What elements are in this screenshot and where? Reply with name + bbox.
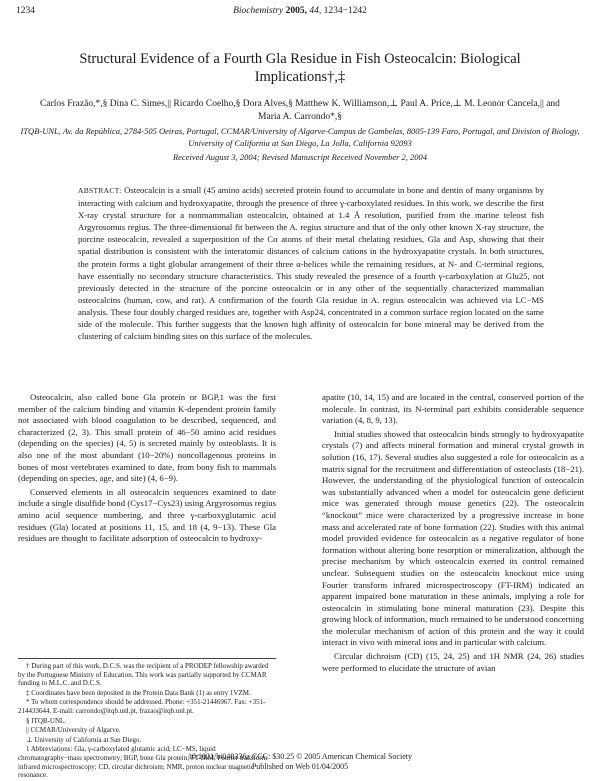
footnote: † During part of this work, D.C.S. was the recipient of a PRODEP fellowship awarded by the Portuguese Ministry of Education. This work was partially supported by CCMAR funding to M.L.C. and D.C.S. xyxy=(18,662,269,688)
body-paragraph: Osteocalcin, also called bone Gla protein or BGP,1 was the first member of the calcium binding and vitamin K-dependent protein family not associated with blood coagulation to be described, sequenced, and characterized (2, 3). This small protein of 46−50 amino acid residues (depending on the species) (4, 5) is secreted mainly by osteoblasts. It is also one of the most abundant (10−20%) noncollagenous proteins in bones of most vertebrates examined to date, from bony fish to mammals (depending on species, age, and site) (4, 6−9). xyxy=(18,392,276,484)
body-paragraph: Conserved elements in all osteocalcin sequences examined to date include a single disulfide bond (Cys17−Cys23) using Argyrosomus regius amino acid sequence numbering, and three γ-carboxyglutamic acid residues (Gla) located at positions 11, 15, and 18 (4, 9−13). These Gla residues are thought to facilitate adsorption of osteocalcin to hydroxy- xyxy=(18,486,276,544)
abstract-label: ABSTRACT: xyxy=(78,186,122,195)
body-right-column xyxy=(322,392,584,676)
footnote: || CCMAR/University of Algarve. xyxy=(26,726,121,735)
body-paragraph: Circular dichroism (CD) (15, 24, 25) and 1H NMR (24, 26) studies were performed to elucidate the structure of avian xyxy=(322,651,584,673)
footnote: 1 Abbreviations: Gla, γ-carboxylated glutamic acid; LC−MS, liquid chromatography−mass spectrometry; BGP, bone Gla protein; FT-IRM, Fourier transform infrared microspectroscopy; CD, circular dichroism; NMR, proton nuclear magnetic resonance. xyxy=(18,745,268,780)
journal-year: 2005, xyxy=(285,6,307,16)
footnote: * To whom correspondence should be addressed. Phone: +351-21446967. Fax: +351-214433644. E-mail: carrondo@itqb.unl.pt, frazao@itqb.unl.pt. xyxy=(18,698,266,715)
running-header xyxy=(16,6,584,20)
footnote: ⊥ University of California at San Diego. xyxy=(26,735,142,744)
journal-name: Biochemistry xyxy=(233,6,284,16)
body-paragraph: apatite (10, 14, 15) and are located in the central, conserved portion of the molecule. In contrast, its N-terminal part exhibits considerable sequence variation (4, 8, 9, 13). xyxy=(322,392,584,426)
published-line: Published on Web 01/04/2005 xyxy=(251,762,349,771)
page-footer xyxy=(0,752,600,772)
abstract-text: Osteocalcin is a small (45 amino acids) secreted protein found to accumulate in bone and dentin of many organisms by interacting with calcium and hydroxyapatite, through the presence of three γ-carboxylated residues. In this work, we describe the first X-ray crystal structure for a nonmammalian osteocalcin, obtained at 1.4 Å resolution, purified from the marine teleost fish Argyrosomus regius. The three-dimensional fit between the A. regius structure and that of the only other known X-ray structure, the porcine osteocalcin, revealed a superposition of the Cα atoms of their metal chelating residues, Gla and Asp, showing that their spatial distribution is consistent with the interatomic distances of calcium cations in the hydroxyapatite crystals. In both structures, the protein forms a tight globular arrangement of their three α-helices while the remaining residues, at N- and C-terminal regions, have essentially no secondary structure characteristics. This study revealed the presence of a fourth γ-carboxylation at Glu25, not previously detected in the structure of the porcine osteocalcin or in any other of the sequentially characterized mammalian osteocalcins (human, cow, and rat). A confirmation of the fourth Gla residue in A. regius osteocalcin was achieved via LC−MS analysis. These four doubly charged residues are, together with Asp24, concentrated in a common surface region located on the same side of the molecule. This further suggests that the known high affinity of osteocalcin for bone mineral may be derived from the clustering of calcium binding sites on this surface of the molecules. xyxy=(78,185,544,342)
footnote: ‡ Coordinates have been deposited in the Protein Data Bank (1) as entry 1VZM. xyxy=(26,688,251,697)
footnote: § ITQB-UNL. xyxy=(26,716,67,725)
article-title: Structural Evidence of a Fourth Gla Residue in Fish Osteocalcin: Biological Implications†,‡ xyxy=(79,51,521,85)
doi-line: 10.1021/bi048336z CCC: $30.25 © 2005 American Chemical Society xyxy=(187,752,413,761)
author-list: Carlos Frazão,*,§ Dina C. Simes,|| Ricardo Coelho,§ Dora Alves,§ Matthew K. Williamson,⊥ Paul A. Price,⊥ M. Leonor Cancela,|| and Maria A. Carrondo*,§ xyxy=(40,99,560,122)
page-number: 1234 xyxy=(16,6,35,16)
journal-citation xyxy=(16,6,584,16)
affiliations: ITQB-UNL, Av. da República, 2784-505 Oeiras, Portugal, CCMAR/University of Algarve-Campus de Gambelas, 8005-139 Faro, Portugal, and Division of Biology, University of California at San Diego, La Jolla, California 92093 xyxy=(20,126,580,148)
journal-volume: 44, xyxy=(309,6,322,16)
body-paragraph: Initial studies showed that osteocalcin binds strongly to hydroxyapatite crystals (7) and affects mineral formation and mineral crystal growth in solution (16, 17). Several studies also suggested a role for osteocalcin as a matrix signal for the recruitment and differentiation of osteoclasts (18−21). However, the understanding of the physiological function of osteocalcin was substantially advanced when a model for osteocalcin gene deficient mice was generated through mouse genetics (22). The osteocalcin “knockout” mice were characterized by a progressive increase in bone mass and accelerated rate of bone formation (22). Studies with this animal model provided evidence for osteocalcin as a negative regulator of bone formation without altering bone resorption or mineralization, although the precise mechanism by which osteocalcin exerted its control remained unclear. Subsequent studies on the osteocalcin knockout mice using Fourier transform infrared microspectroscopy (FT-IRM) indicated an apparent impaired bone maturation in these animals, implying a role for osteocalcin in stimulating bone mineral maturation (23). Despite this growing block of information, much remained to be understood concerning the molecular mechanism of action of this protein and the way it could interact in vivo with mineral ions and in particular with calcium. xyxy=(322,428,585,648)
abstract xyxy=(78,184,544,342)
received-dates: Received August 3, 2004; Revised Manuscript Received November 2, 2004 xyxy=(172,152,428,162)
body-left-column xyxy=(18,392,276,547)
journal-pages: 1234−1242 xyxy=(323,6,367,16)
